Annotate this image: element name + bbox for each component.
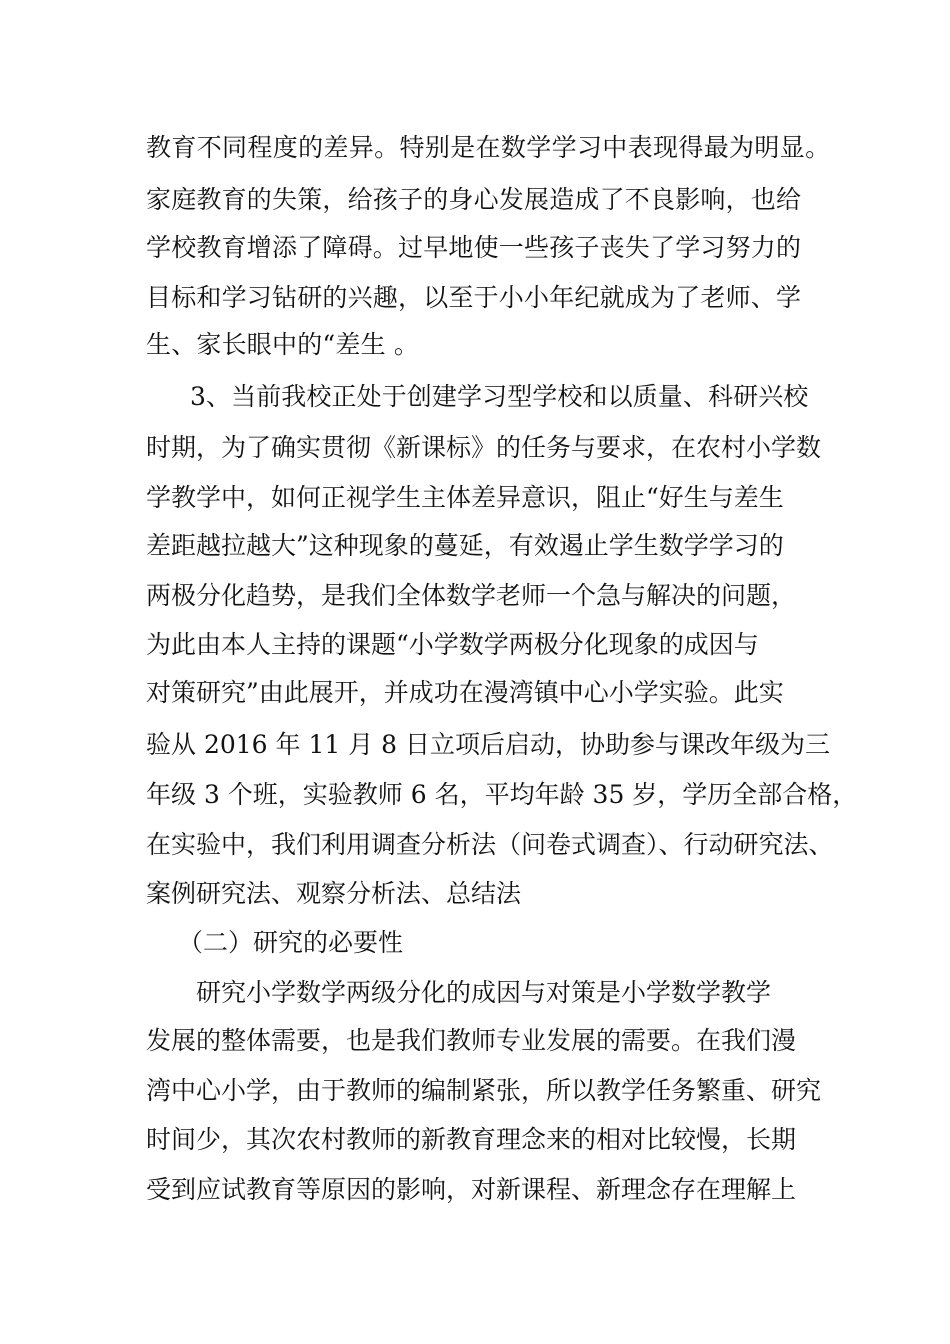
paragraph-line: 对策研究”由此展开，并成功在漫湾镇中心小学实验。此实 [146, 678, 784, 707]
paragraph-line: 案例研究法、观察分析法、总结法 [146, 879, 522, 908]
paragraph-line: 验从 2016 年 11 月 8 日立项后启动，协助参与课改年级为三 [146, 730, 831, 759]
paragraph-line: 3、当前我校正处于创建学习型学校和以质量、科研兴校 [190, 382, 809, 411]
section-heading: （二）研究的必要性 [178, 928, 404, 957]
paragraph-line: 年级 3 个班，实验教师 6 名，平均年龄 35 岁，学历全部合格， [146, 780, 858, 809]
paragraph-line: 时期，为了确实贯彻《新课标》的任务与要求，在农村小学数 [146, 433, 822, 462]
paragraph-line: 时间少，其次农村教师的新教育理念来的相对比较慢，长期 [146, 1125, 797, 1154]
paragraph-line: 受到应试教育等原因的影响，对新课程、新理念存在理解上 [146, 1175, 797, 1204]
paragraph-line: 研究小学数学两级分化的成因与对策是小学数学教学 [196, 978, 772, 1007]
paragraph-line: 目标和学习钻研的兴趣，以至于小小年纪就成为了老师、学 [146, 283, 802, 312]
paragraph-line: 家庭教育的失策，给孩子的身心发展造成了不良影响，也给 [146, 185, 802, 214]
paragraph-line: 两极分化趋势，是我们全体数学老师一个急与解决的问题， [146, 581, 797, 610]
paragraph-line: 差距越拉越大”这种现象的蔓延，有效遏止学生数学学习的 [146, 531, 784, 560]
paragraph-line: 为此由本人主持的课题“小学数学两极分化现象的成因与 [146, 630, 759, 659]
paragraph-line: 发展的整体需要，也是我们教师专业发展的需要。在我们漫 [146, 1026, 797, 1055]
paragraph-line: 在实验中，我们利用调查分析法（问卷式调查）、行动研究法、 [146, 830, 834, 859]
paragraph-line: 生、家长眼中的“差生 。 [146, 330, 420, 359]
paragraph-line: 学校教育增添了障碍。过早地使一些孩子丧失了学习努力的 [146, 233, 802, 262]
paragraph-line: 学教学中，如何正视学生主体差异意识，阻止“好生与差生 [146, 483, 784, 512]
paragraph-line: 教育不同程度的差异。特别是在数学学习中表现得最为明显。 [146, 133, 831, 162]
paragraph-line: 湾中心小学，由于教师的编制紧张，所以教学任务繁重、研究 [146, 1076, 822, 1105]
